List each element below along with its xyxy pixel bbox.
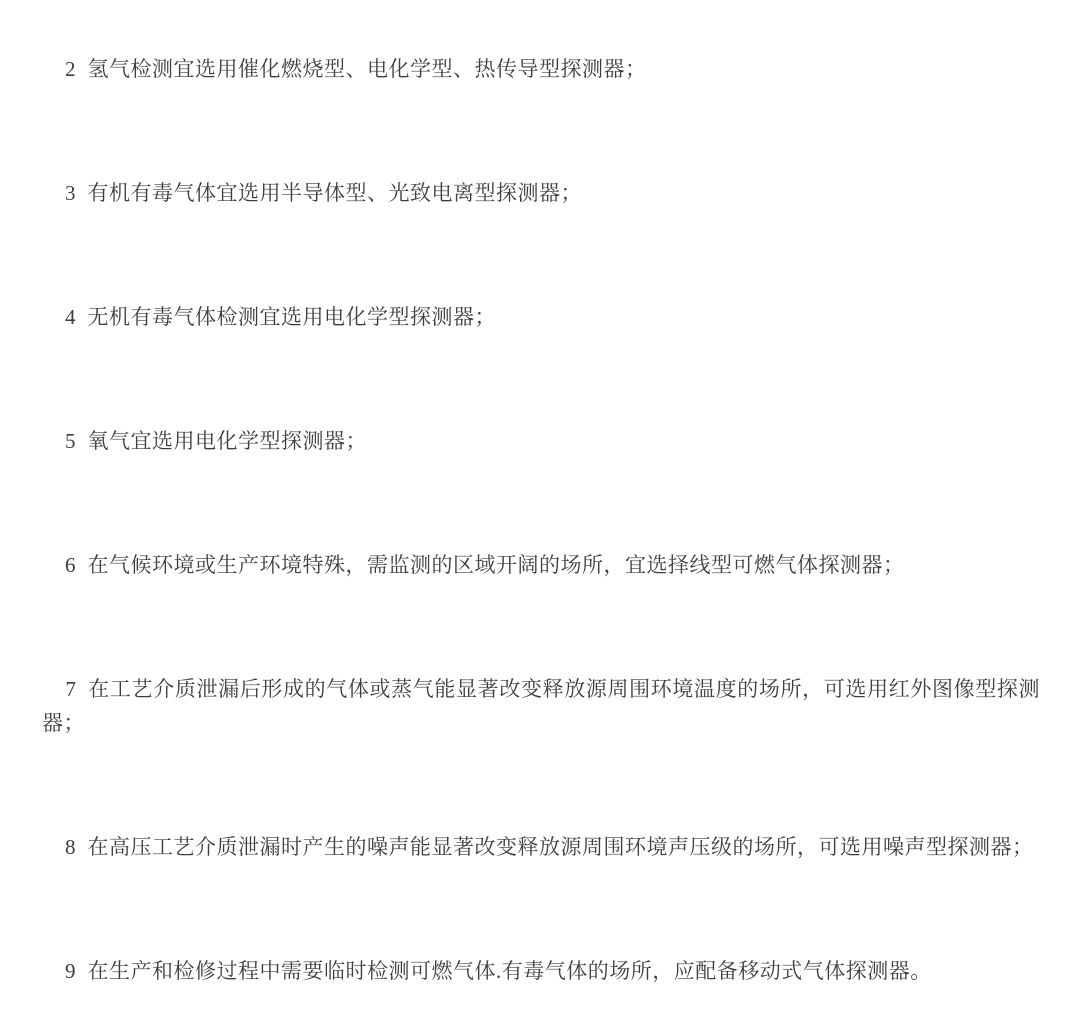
- clause-number: 8: [65, 835, 76, 860]
- clause-text: 无机有毒气体检测宜选用电化学型探测器；: [87, 305, 496, 330]
- clause-number: 2: [65, 57, 76, 82]
- clause-item: [42, 514, 1040, 616]
- clause-number: 7: [65, 677, 77, 702]
- clause-item: [42, 142, 1040, 244]
- clause-item: [42, 266, 1040, 368]
- clause-text: 在生产和检修过程中需要临时检测可燃气体.有毒气体的场所，应配备移动式气体探测器。: [87, 959, 932, 984]
- clause-number: 5: [65, 429, 76, 454]
- clause-number: 6: [65, 553, 76, 578]
- clause-item: [42, 638, 1040, 774]
- clause-item: [42, 18, 1040, 120]
- clause-text: 在气候环境或生产环境特殊，需监测的区域开阔的场所，宜选择线型可燃气体探测器；: [87, 553, 905, 578]
- clause-number: 3: [65, 181, 76, 206]
- clause-number: 9: [65, 959, 76, 984]
- clause-item: [42, 796, 1040, 898]
- clause-text: 在高压工艺介质泄漏时产生的噪声能显著改变释放源周围环境声压级的场所，可选用噪声型探测器；: [87, 835, 1034, 860]
- clause-text: 氧气宜选用电化学型探测器；: [87, 429, 367, 454]
- clause-text: 有机有毒气体宜选用半导体型、光致电离型探测器；: [87, 181, 582, 206]
- clause-text: 氢气检测宜选用催化燃烧型、电化学型、热传导型探测器；: [87, 57, 647, 82]
- clause-item: [42, 920, 1040, 1022]
- clause-item: [42, 390, 1040, 492]
- clause-number: 4: [65, 305, 76, 330]
- clause-text: 在工艺介质泄漏后形成的气体或蒸气能显著改变释放源周围环境温度的场所，可选用红外图像型探测器；: [42, 677, 1040, 736]
